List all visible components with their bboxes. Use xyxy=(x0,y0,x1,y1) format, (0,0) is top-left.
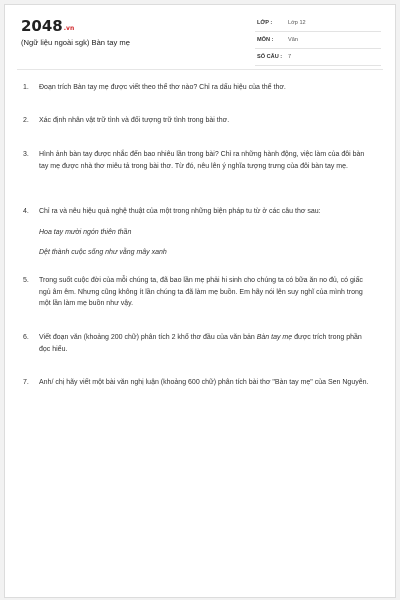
meta-key: MÔN : xyxy=(257,37,274,43)
question-text: Đoạn trích Bàn tay mẹ được viết theo thể thơ nào? Chỉ ra dấu hiệu của thể thơ. xyxy=(39,84,286,91)
question-text: Anh/ chị hãy viết một bài văn nghị luận (khoảng 600 chữ) phân tích bài thơ "Bàn tay mẹ" của Sen Nguyên. xyxy=(39,379,369,386)
meta-row-question-count xyxy=(255,51,381,66)
meta-key: SỐ CÂU : xyxy=(257,54,283,60)
question-4 xyxy=(23,206,373,259)
question-number: 2. xyxy=(23,117,29,124)
meta-value: 7 xyxy=(288,54,292,60)
site-logo[interactable] xyxy=(21,17,74,35)
question-3 xyxy=(23,149,373,172)
meta-value: Lớp 12 xyxy=(288,20,306,26)
question-number: 1. xyxy=(23,84,29,91)
question-text: Trong suốt cuộc đời của mỗi chúng ta, đã bao lần mẹ phải hi sinh cho chúng ta có bữa ăn no đủ, có giấc ngủ âm êm. Nhưng cũng không ít lần chúng ta đã làm mẹ buồn. Em hãy nói lên suy nghĩ của mình trong một lần làm mẹ buồn như vậy. xyxy=(39,277,363,307)
question-number: 5. xyxy=(23,277,29,284)
poem-line-1: Hoa tay mười ngón thiên thần xyxy=(39,228,132,236)
question-2 xyxy=(23,115,373,127)
meta-table xyxy=(255,17,381,68)
meta-row-class xyxy=(255,17,381,32)
meta-key: LỚP : xyxy=(257,20,273,26)
logo-suffix: .vn xyxy=(63,25,75,32)
question-7 xyxy=(23,377,373,389)
question-number: 7. xyxy=(23,379,29,386)
question-text: Chỉ ra và nêu hiệu quả nghệ thuật của một trong những biện pháp tu từ ở các câu thơ sau: xyxy=(39,208,321,215)
worksheet-header xyxy=(5,5,395,67)
question-1 xyxy=(23,82,373,94)
poem-line-2: Dệt thành cuộc sống như vằng mây xanh xyxy=(39,249,167,256)
question-number: 3. xyxy=(23,151,29,158)
meta-value: Văn xyxy=(288,37,298,43)
question-text-part: được trích trong phần đọc hiểu. xyxy=(39,334,362,353)
question-text-part: Viết đoạn văn (khoảng 200 chữ) phân tích 2 khổ thơ đầu của văn bản xyxy=(39,334,257,341)
question-6 xyxy=(23,332,373,355)
question-number: 4. xyxy=(23,208,29,215)
poem-title: Bàn tay mẹ xyxy=(256,334,293,341)
header-divider xyxy=(17,69,383,70)
question-5 xyxy=(23,275,373,310)
meta-row-subject xyxy=(255,34,381,49)
logo-main: 2048 xyxy=(21,17,63,35)
question-number: 6. xyxy=(23,334,29,341)
question-text: Xác định nhân vật trữ tình và đối tượng trữ tình trong bài thơ. xyxy=(39,117,230,124)
question-text: Hình ảnh bàn tay được nhắc đến bao nhiêu lần trong bài? Chỉ ra những hành động, việc làm của đôi bàn tay mẹ được nhà thơ miêu tả trong bài thơ. Từ đó, nêu lên ý nghĩa tượng trưng của đôi bàn tay mẹ. xyxy=(39,151,365,170)
document-title: (Ngữ liệu ngoài sgk) Bàn tay mẹ xyxy=(21,38,130,47)
question-text xyxy=(39,332,373,355)
worksheet-page xyxy=(4,4,396,598)
